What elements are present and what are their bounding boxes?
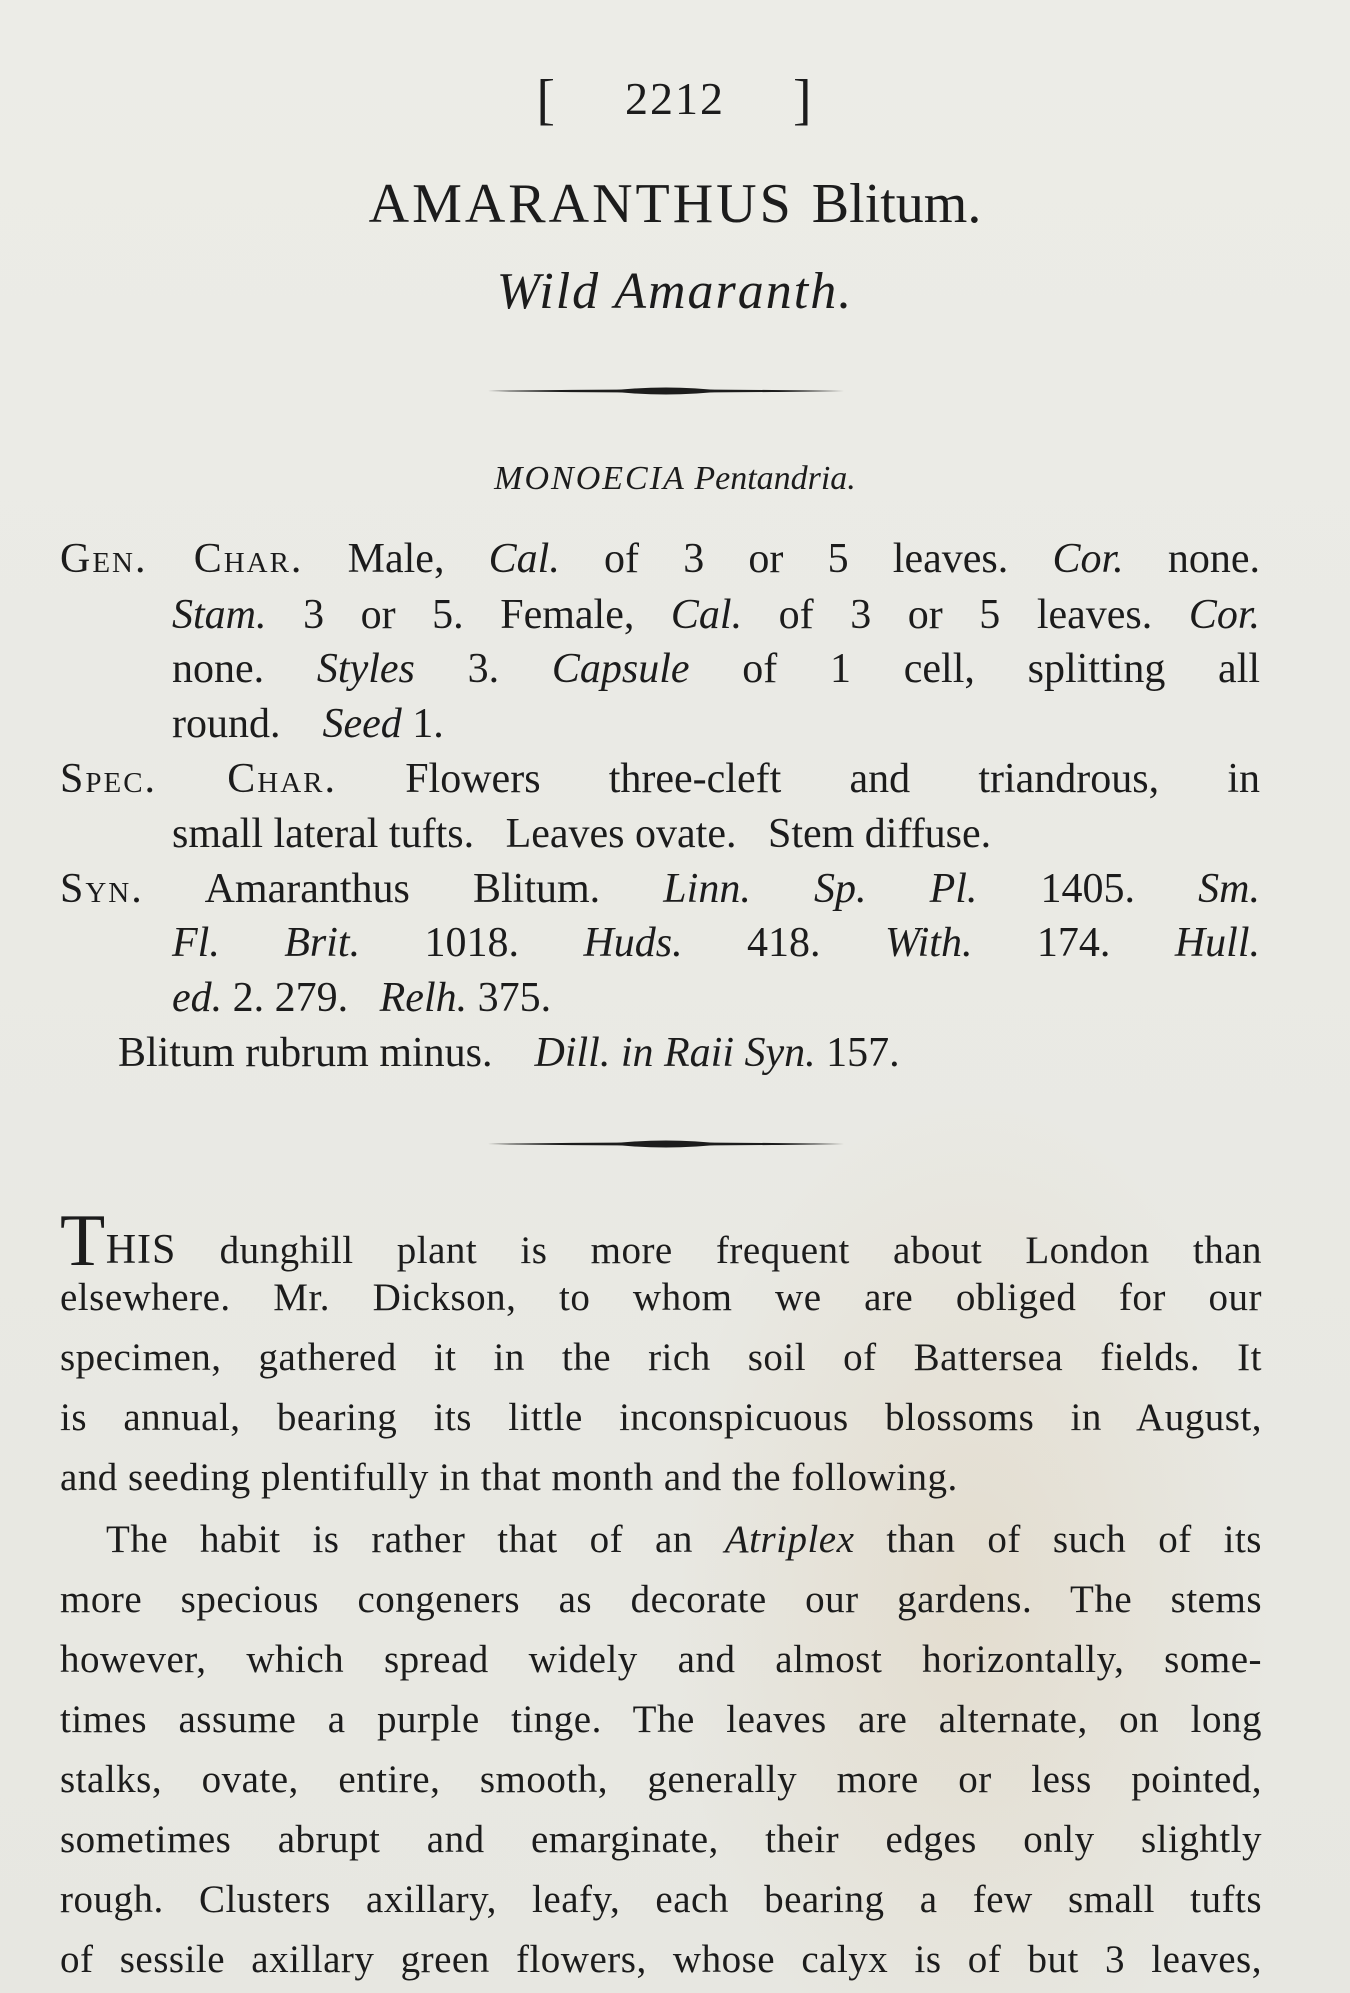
ornamental-rule-top (488, 385, 844, 397)
text: Amaranthus Blitum. (204, 866, 601, 912)
genus-name: AMARANTHUS (368, 173, 794, 235)
body-p2-line-5: stalks, ovate, entire, smooth, generally more or less pointed, (60, 1758, 1262, 1801)
plate-number: 2212 (625, 73, 725, 124)
syn-label: Syn. (60, 866, 144, 912)
text: 1405. (1040, 866, 1136, 912)
text: Atriplex (724, 1518, 855, 1561)
text: of 3 or 5 leaves. (604, 536, 1009, 582)
text: Huds. (583, 920, 683, 966)
gen-char-label: Gen. Char. (60, 536, 304, 582)
spec-char-line-2: small lateral tufts. Leaves ovate. Stem diffuse. (172, 811, 992, 857)
text: Seed (322, 701, 402, 747)
text: of 3 or 5 leaves. (778, 592, 1153, 638)
text: 3. (467, 646, 500, 692)
text: dunghill plant is more frequent about London than (219, 1229, 1262, 1272)
drop-cap: T (60, 1200, 106, 1282)
body-p1-line-4: is annual, bearing its little inconspicuous blossoms in August, (60, 1396, 1262, 1439)
syn-line-4 (118, 1032, 900, 1074)
text: Linn. Sp. Pl. (663, 866, 978, 912)
body-p1-line-2: elsewhere. Mr. Dickson, to whom we are obliged for our (60, 1276, 1262, 1319)
text: none. (172, 646, 265, 692)
body-p1-line-3: specimen, gathered it in the rich soil of Battersea fields. It (60, 1336, 1262, 1379)
text: none. (1167, 536, 1261, 582)
text: of 1 cell, splitting all (742, 646, 1261, 692)
bracket-open: [ (536, 69, 557, 131)
text: 1. (412, 701, 444, 747)
species-name: Blitum. (811, 173, 982, 235)
text: Flowers three-cleft and triandrous, in (405, 756, 1260, 802)
gen-char-line-2 (172, 594, 1260, 636)
species-title (0, 172, 1350, 236)
gen-char-line-1 (60, 538, 1260, 580)
body-p1-line-5: and seeding plentifully in that month and the following. (60, 1456, 958, 1499)
text: With. (884, 920, 973, 966)
gen-char-line-3 (172, 648, 1260, 690)
gen-char-line-4 (172, 703, 444, 745)
text: Cor. (1052, 536, 1124, 582)
text: Cal. (488, 536, 560, 582)
text: Dill. in Raii Syn. (534, 1030, 816, 1076)
spec-char-line-1 (60, 758, 1260, 800)
body-p2-line-3: however, which spread widely and almost horizontally, some- (60, 1638, 1262, 1681)
spec-char-label: Spec. Char. (60, 756, 337, 802)
text: Blitum rubrum minus. (118, 1030, 493, 1076)
order-name: Pentandria. (694, 460, 856, 497)
ornamental-rule-bottom (488, 1138, 844, 1150)
text: round. (172, 701, 281, 747)
text: Stam. (172, 592, 267, 638)
syn-line-1 (60, 868, 1260, 910)
body-p2-line-7: rough. Clusters axillary, leafy, each bearing a few small tufts (60, 1878, 1262, 1921)
body-p2-line-2: more specious congeners as decorate our gardens. The stems (60, 1578, 1262, 1621)
text: 375. (477, 975, 552, 1021)
body-p2-line-6: sometimes abrupt and emarginate, their edges only slightly (60, 1818, 1262, 1861)
text: 1018. (424, 920, 520, 966)
text: ed. (172, 975, 223, 1021)
text: Male, (347, 536, 445, 582)
text: than of such of its (886, 1518, 1262, 1561)
text: Cor. (1188, 592, 1261, 638)
bracket-close: ] (793, 69, 814, 131)
text: Female, (500, 592, 635, 638)
body-p2-line-1 (106, 1520, 1262, 1559)
text: HIS (105, 1227, 177, 1273)
text: Relh. (379, 975, 468, 1021)
text: 174. (1036, 920, 1111, 966)
body-p1-line-1 (60, 1200, 1262, 1282)
text: 418. (747, 920, 821, 966)
syn-line-3 (172, 977, 551, 1019)
syn-line-2 (172, 922, 1260, 964)
body-p2-line-4: times assume a purple tinge. The leaves are alternate, on long (60, 1698, 1262, 1741)
text: 3 or 5. (303, 592, 464, 638)
text: Hull. (1174, 920, 1260, 966)
class-name: MONOECIA (494, 460, 686, 497)
text: The habit is rather that of an (106, 1518, 693, 1561)
text: Styles (316, 646, 415, 692)
text: 157. (826, 1030, 900, 1076)
linnaean-classification (0, 460, 1350, 498)
text: Sm. (1198, 866, 1260, 912)
body-p2-line-8: of sessile axillary green flowers, whose calyx is of but 3 leaves, (60, 1938, 1262, 1981)
text: Fl. Brit. (172, 920, 361, 966)
text: 2. 279. (232, 975, 349, 1021)
plate-number-line (0, 68, 1350, 132)
common-name: Wild Amaranth. (496, 263, 854, 320)
text: Cal. (670, 592, 743, 638)
text: Capsule (551, 646, 690, 692)
